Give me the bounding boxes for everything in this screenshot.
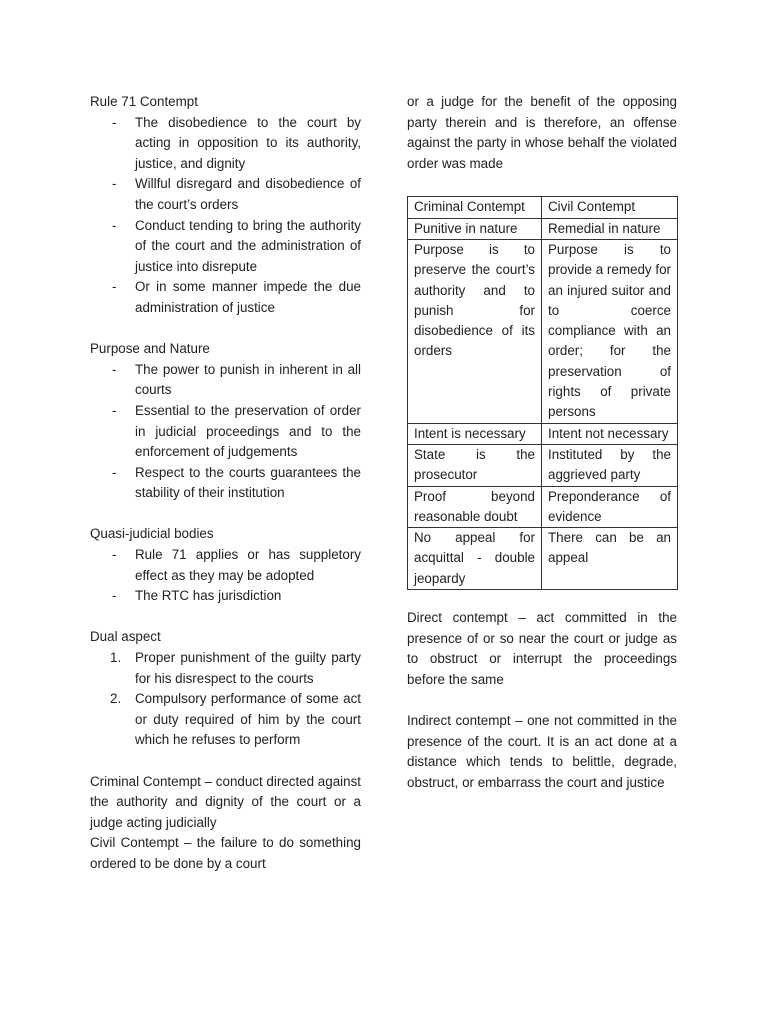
table-cell: No appeal for acquittal - double jeopardy [408,528,542,590]
table-cell: Preponderance of evidence [542,486,678,528]
list-item: - Willful disregard and disobedience of the court’s orders [112,176,361,212]
table-header-cell: Civil Contempt [542,197,678,218]
table-header-cell: Criminal Contempt [408,197,542,218]
spacer [90,607,361,628]
number-marker: 2. [110,691,122,707]
left-column [90,92,361,875]
spacer [90,319,361,340]
dual-heading: Dual aspect [90,629,161,645]
dual-list [90,648,361,751]
list-item: - Rule 71 applies or has suppletory effect as they may be adopted [112,547,361,583]
list-item: 1. Proper punishment of the guilty party for his disrespect to the courts [110,650,361,686]
rule71-list [90,113,361,319]
table-cell: Punitive in nature [408,218,542,239]
criminal-contempt-definition: Criminal Contempt – conduct directed against the authority and dignity of the court or a judge acting judicially [90,773,361,830]
table-row [408,239,678,423]
table-row [408,218,678,239]
table-cell: There can be an appeal [542,528,678,590]
number-marker: 1. [110,650,122,666]
list-item: - The disobedience to the court by acting in opposition to its authority, justice, and dignity [112,114,361,171]
dash-marker: - [112,217,117,233]
table-cell: Purpose is to preserve the court’s authority and to punish for disobedience of its orders [408,239,542,423]
comparison-table [407,196,678,590]
dash-marker: - [112,176,117,192]
table-cell: Instituted by the aggrieved party [542,444,678,486]
table-cell: Intent not necessary [542,423,678,444]
list-item: - The RTC has jurisdiction [90,586,361,607]
table-cell: Purpose is to provide a remedy for an injured suitor and to coerce compliance with an order; for the preservation of rights of private persons [542,239,678,423]
list-item: - Essential to the preservation of order in judicial proceedings and to the enforcement of judgements [112,402,361,460]
quasi-list [90,545,361,607]
spacer [90,504,361,525]
right-column [407,92,677,793]
direct-contempt-definition: Direct contempt – act committed in the presence of or so near the court or judge as to obstruct or interrupt the proceedings before the same [407,610,677,687]
dash-marker: - [112,402,117,418]
civil-contempt-definition-start: Civil Contempt – the failure to do something ordered to be done by a court [90,835,361,871]
dash-marker: - [112,547,117,563]
table-row [408,444,678,486]
table-row [408,423,678,444]
table-cell: Intent is necessary [408,423,542,444]
indirect-contempt-definition: Indirect contempt – one not committed in the presence of the court. It is an act done at a distance which tends to belittle, degrade, obstruct, or embarrass the court and justice [407,712,677,790]
spacer [90,751,361,772]
dash-marker: - [112,361,117,377]
civil-contempt-definition-continued: or a judge for the benefit of the opposing party therein and is therefore, an offense against the party in whose behalf the violated order was made [407,94,677,171]
table-row [408,528,678,590]
quasi-heading: Quasi-judicial bodies [90,526,214,542]
table-header-row [408,197,678,218]
table-cell: Proof beyond reasonable doubt [408,486,542,528]
table-row [408,486,678,528]
purpose-list [90,360,361,504]
table-cell: State is the prosecutor [408,444,542,486]
list-item: - Conduct tending to bring the authority of the court and the administration of justice into disrepute [112,217,361,274]
list-item: - Respect to the courts guarantees the stability of their institution [112,464,361,501]
dash-marker: - [112,464,117,480]
dash-marker: - [112,114,117,130]
rule71-heading: Rule 71 Contempt [90,94,198,109]
purpose-heading: Purpose and Nature [90,341,210,357]
list-item: 2. Compulsory performance of some act or duty required of him by the court which he refuses to perform [110,691,361,748]
dash-marker: - [112,279,117,295]
table-cell: Remedial in nature [542,218,678,239]
dash-marker: - [112,588,117,604]
list-item: - The power to punish in inherent in all courts [112,361,361,398]
spacer [407,690,677,711]
list-item: - Or in some manner impede the due administration of justice [112,279,361,315]
